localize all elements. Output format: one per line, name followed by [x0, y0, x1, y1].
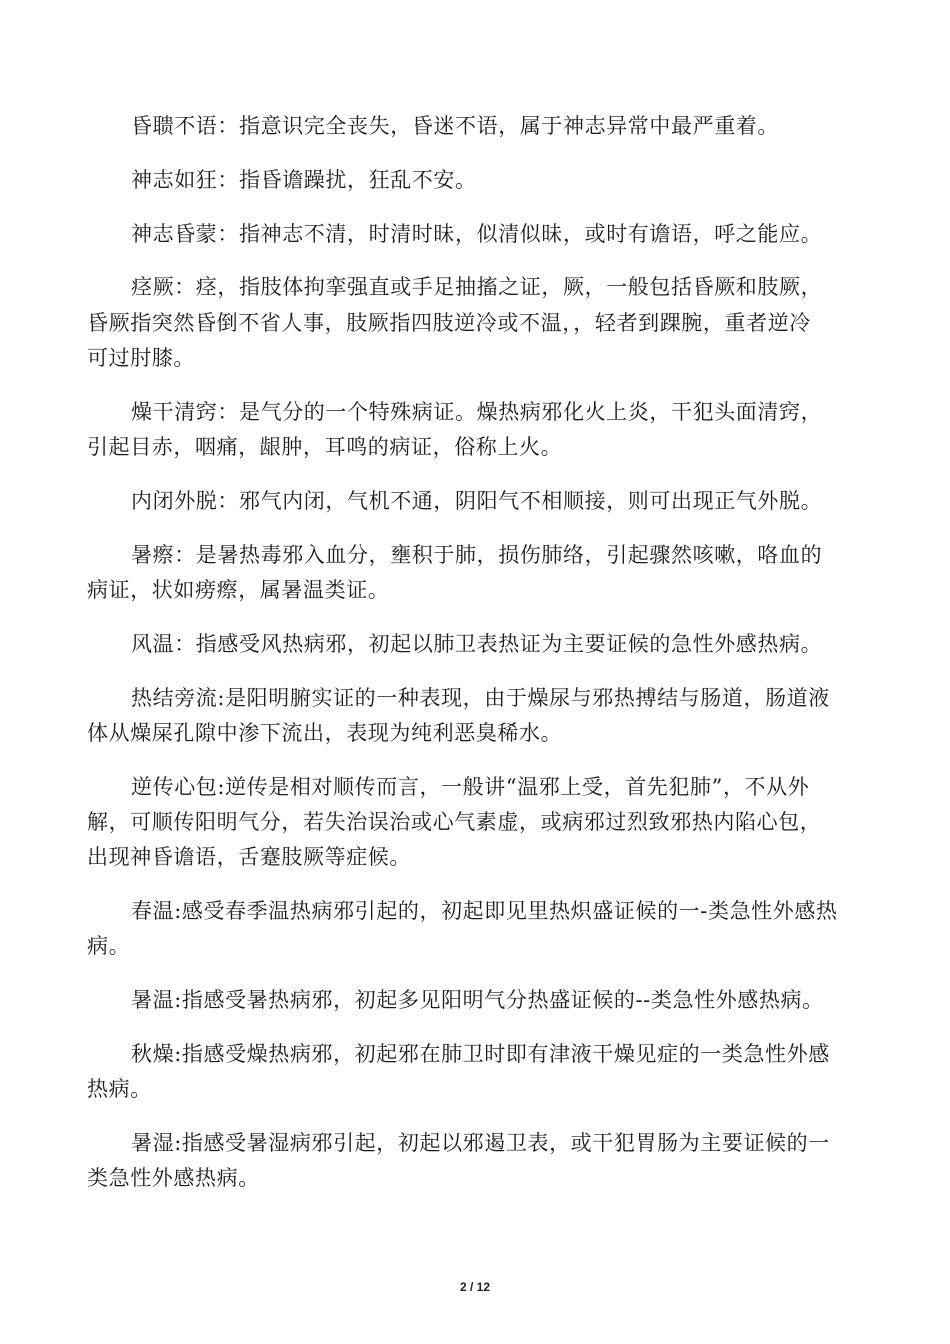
- paragraph-line: 热病。: [87, 1077, 152, 1102]
- paragraph-line: 解，可顺传阳明气分，若失治误治或心气素虚，或病邪过烈致邪热内陷心包，: [87, 809, 822, 834]
- paragraph-line: 类急性外感热病。: [87, 1166, 260, 1191]
- paragraph: [87, 109, 862, 144]
- paragraph: [87, 484, 862, 519]
- paragraph-line: 体从燥屎孔隙中渗下流出，表现为纯利恶臭稀水。: [87, 720, 563, 745]
- paragraph-line: 暑瘵：是暑热毒邪入血分，壅积于肺，损伤肺络，引起骤然咳嗽，咯血的: [131, 542, 823, 567]
- paragraph: [87, 270, 862, 376]
- paragraph: [87, 538, 862, 609]
- paragraph-line: 暑湿:指感受暑湿病邪引起，初起以邪遏卫表，或干犯胃肠为主要证候的一: [131, 1131, 830, 1156]
- paragraph-line: 风温：指感受风热病邪，初起以肺卫表热证为主要证候的急性外感热病。: [131, 631, 823, 656]
- paragraph: [87, 1126, 862, 1197]
- paragraph: [87, 983, 862, 1018]
- paragraph: [87, 217, 862, 252]
- paragraph-line: 昏厥指突然昏倒不省人事，肢厥指四肢逆冷或不温，，轻者到踝腕，重者逆冷: [87, 310, 811, 335]
- paragraph: [87, 395, 862, 466]
- paragraph-line: 神志如狂：指昏谵躁扰，狂乱不安。: [131, 167, 477, 192]
- paragraph-line: 秋燥:指感受燥热病邪，初起邪在肺卫时即有津液干燥见症的一类急性外感: [131, 1041, 830, 1066]
- paragraph-line: 引起目赤，咽痛，龈肿，耳鸣的病证，俗称上火。: [87, 435, 563, 460]
- paragraph-line: 病证，状如痨瘵，属暑温类证。: [87, 577, 390, 602]
- paragraph-line: 暑温:指感受暑热病邪，初起多见阳明气分热盛证候的--类急性外感热病。: [131, 988, 824, 1013]
- paragraph: [87, 163, 862, 198]
- paragraph: [87, 627, 862, 662]
- paragraph-line: 昏聩不语：指意识完全丧失，昏迷不语，属于神志异常中最严重着。: [131, 114, 779, 138]
- paragraph: [87, 770, 862, 876]
- paragraph: [87, 681, 862, 752]
- paragraph-line: 病。: [87, 934, 131, 959]
- paragraph-line: 燥干清窍：是气分的一个特殊病证。燥热病邪化火上炎，干犯头面清窍，: [131, 399, 823, 424]
- paragraph-line: 出现神昏谵语，舌蹇肢厥等症候。: [87, 845, 411, 870]
- paragraph: [87, 894, 862, 965]
- paragraph-line: 春温:感受春季温热病邪引起的，初起即见里热炽盛证候的一-类急性外感热: [131, 899, 838, 924]
- paragraph-line: 神志昏蒙：指神志不清，时清时昧，似清似昧，或时有谵语，呼之能应。: [131, 221, 823, 246]
- document-body: [87, 109, 862, 1215]
- page-number: 2 / 12: [459, 1280, 491, 1294]
- paragraph-line: 逆传心包:逆传是相对顺传而言，一般讲“温邪上受，首先犯肺”，不从外: [131, 774, 810, 799]
- paragraph-line: 可过肘膝。: [87, 345, 195, 370]
- paragraph: [87, 1037, 862, 1108]
- paragraph-line: 内闭外脱：邪气内闭，气机不通，阴阳气不相顺接，则可出现正气外脱。: [131, 488, 823, 513]
- paragraph-line: 痉厥：痉，指肢体拘挛强直或手足抽搐之证，厥，一般包括昏厥和肢厥，: [131, 275, 823, 300]
- paragraph-line: 热结旁流:是阳明腑实证的一种表现，由于燥尿与邪热搏结与肠道，肠道液: [131, 685, 830, 710]
